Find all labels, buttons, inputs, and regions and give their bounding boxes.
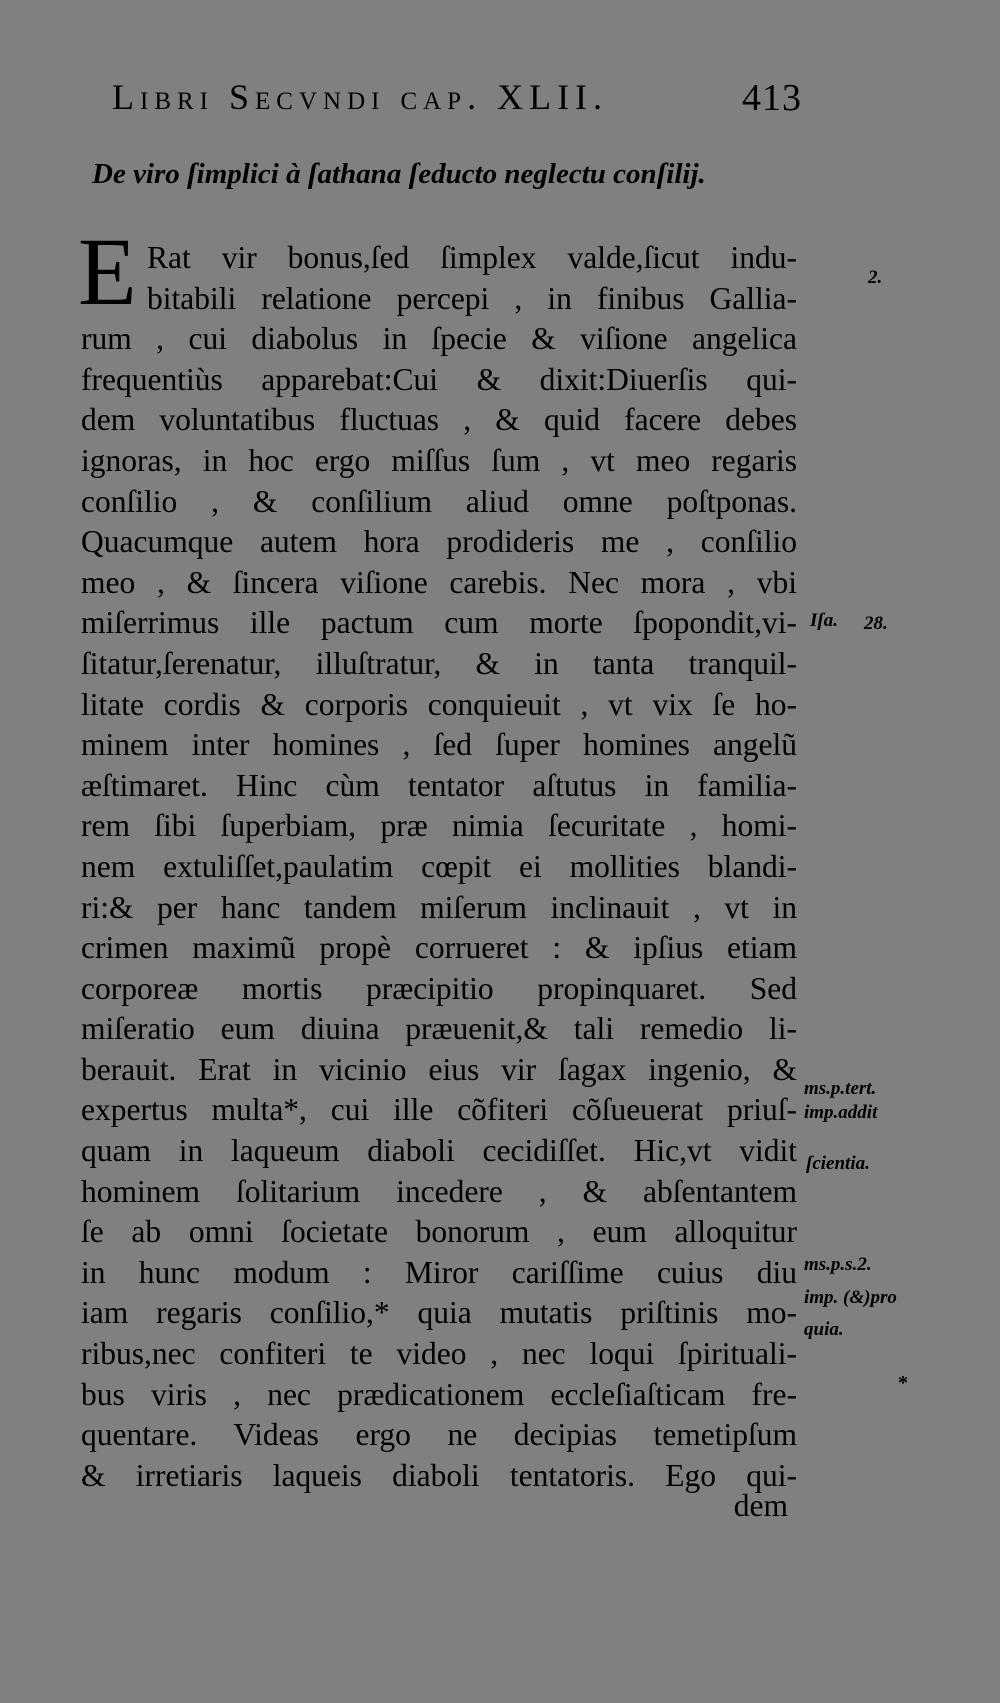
text-line: ſitatur,ſerenatur, illuſtratur, & in tanta tranquil-: [81, 645, 797, 681]
folio-number: 413: [742, 77, 802, 119]
text-line: & irretiaris laqueis diaboli tentatoris. Ego qui-: [81, 1457, 797, 1493]
text-line: bitabili relatione percepi , in finibus Gallia-: [147, 280, 797, 316]
margin-note-ms-s2-1: ms.p.s.2.: [804, 1254, 872, 1275]
margin-asterisk: *: [898, 1372, 908, 1394]
margin-note-ms-s2-2: imp. (&)pro: [804, 1287, 897, 1308]
text-line: quentare. Videas ergo ne decipias temetipſum: [81, 1417, 797, 1453]
margin-note-isa: Iſa.: [810, 610, 838, 631]
text-line: frequentiùs apparebat:Cui & dixit:Diuerſis qui-: [81, 361, 797, 397]
text-line: miſerrimus ille pactum cum morte ſpopondit,vi-: [81, 605, 797, 641]
text-line: litate cordis & corporis conquieuit , vt vix ſe ho-: [81, 686, 797, 722]
text-line: ri:& per hanc tandem miſerum inclinauit , vt in: [81, 889, 797, 925]
text-line: Quacumque autem hora prodideris me , conſilio: [81, 524, 797, 560]
chapter-title: De viro ſimplici à ſathana ſeducto neglectu conſilij.: [92, 158, 706, 190]
margin-note-ms-tert-3: ſcientia.: [806, 1153, 870, 1174]
text-line: æſtimaret. Hinc cùm tentator aſtutus in familia-: [81, 767, 797, 803]
margin-note-ms-tert-2: imp.addit: [804, 1102, 878, 1123]
text-line: rum , cui diabolus in ſpecie & viſione angelica: [81, 321, 797, 357]
body-text: [81, 238, 797, 1496]
text-line: quam in laqueum diaboli cecidiſſet. Hic,vt vidit: [81, 1133, 797, 1169]
text-line: expertus multa*, cui ille cõfiteri cõſueuerat priuſ-: [81, 1092, 797, 1128]
text-line: bus viris , nec prædicationem eccleſiaſticam fre-: [81, 1376, 797, 1412]
text-line: minem inter homines , ſed ſuper homines angelũ: [81, 727, 797, 763]
text-line: berauit. Erat in vicinio eius vir ſagax ingenio, &: [81, 1051, 797, 1087]
margin-note-isa-number: 28.: [864, 613, 888, 634]
text-line: ribus,nec confiteri te video , nec loqui ſpirituali-: [81, 1336, 797, 1372]
catchword: dem: [733, 1488, 788, 1523]
text-line: Rat vir bonus,ſed ſimplex valde,ſicut indu-: [147, 240, 797, 275]
text-line: meo , & ſincera viſione carebis. Nec mora , vbi: [81, 564, 797, 600]
margin-note-ms-s2-3: quia.: [804, 1319, 844, 1340]
text-line: iam regaris conſilio,* quia mutatis priſtinis mo-: [81, 1295, 797, 1331]
text-line: hominem ſolitarium incedere , & abſentantem: [81, 1173, 797, 1209]
page-header: [112, 76, 802, 126]
text-line: conſilio , & conſilium aliud omne poſtponas.: [81, 483, 797, 519]
running-title: Libri Secvndi cap. XLII.: [112, 77, 609, 117]
margin-note-2: 2.: [868, 267, 883, 288]
margin-note-ms-tert-1: ms.p.tert.: [804, 1078, 877, 1099]
text-line: ſe ab omni ſocietate bonorum , eum alloquitur: [81, 1214, 797, 1250]
drop-cap: E: [78, 232, 137, 316]
text-line: ignoras, in hoc ergo miſſus ſum , vt meo regaris: [81, 442, 797, 478]
text-line: nem extuliſſet,paulatim cœpit ei mollities blandi-: [81, 848, 797, 884]
text-line: crimen maximũ propè corrueret : & ipſius etiam: [81, 930, 797, 966]
text-line: miſeratio eum diuina præuenit,& tali remedio li-: [81, 1011, 797, 1047]
text-line: corporeæ mortis præcipitio propinquaret. Sed: [81, 970, 797, 1006]
text-line: rem ſibi ſuperbiam, præ nimia ſecuritate , homi-: [81, 808, 797, 844]
text-line: dem voluntatibus fluctuas , & quid facere debes: [81, 402, 797, 438]
text-line: in hunc modum : Miror cariſſime cuius diu: [81, 1254, 797, 1290]
